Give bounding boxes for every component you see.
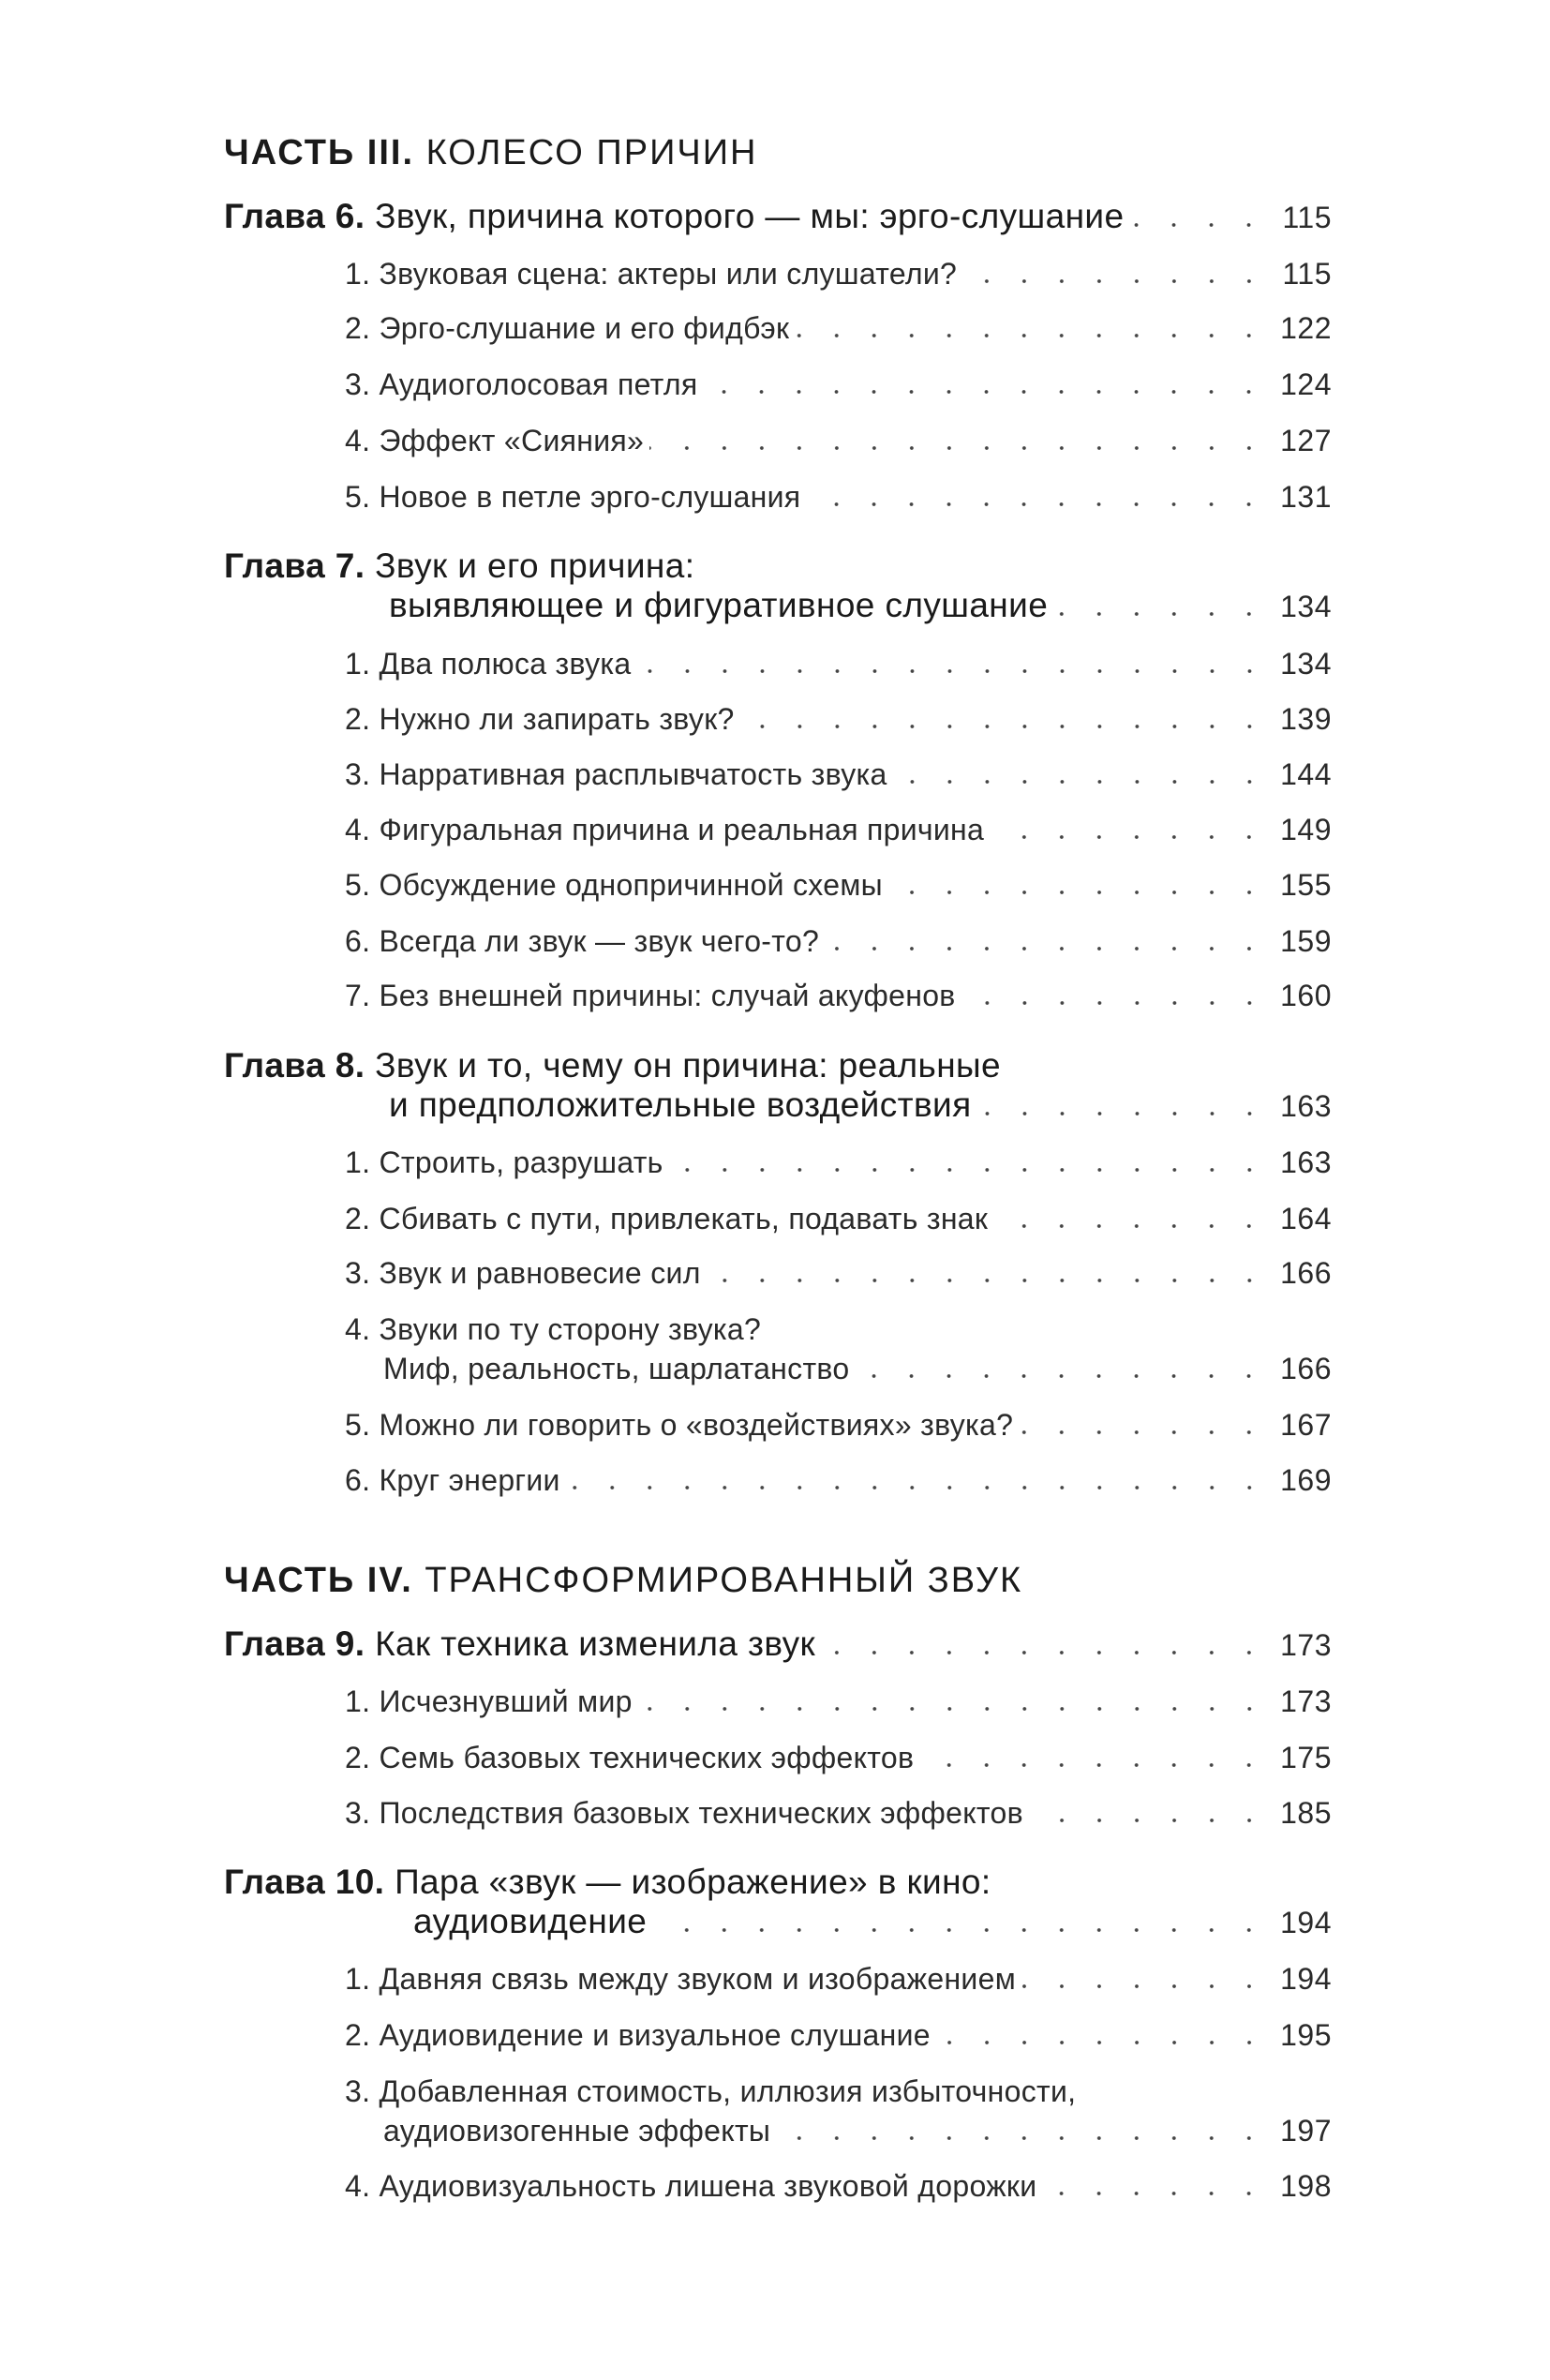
- page-number: 197: [1280, 2113, 1332, 2148]
- page-number: 166: [1280, 1351, 1332, 1385]
- section-title: 1. Два полюса звука: [345, 646, 632, 681]
- page-number: 159: [1280, 923, 1332, 958]
- dot-leader: [893, 777, 1268, 786]
- page-number: 134: [1280, 589, 1332, 623]
- section-title: 4. Фигуральная причина и реальная причина: [345, 812, 985, 846]
- dot-leader: [638, 1704, 1268, 1714]
- toc-section[interactable]: [345, 356, 1332, 412]
- section-title: 1. Давняя связь между звуком и изображением: [345, 1961, 1017, 1996]
- toc-section[interactable]: [345, 691, 1332, 746]
- section-title: 2. Эрго-слушание и его фидбэк: [345, 310, 790, 345]
- section-title: 5. Обсуждение однопричинной схемы: [345, 867, 883, 902]
- toc-section[interactable]: [345, 412, 1332, 468]
- section-title: 4. Звуки по ту сторону звука?: [345, 1311, 762, 1346]
- section-title: 5. Можно ли говорить о «воздействиях» звука?: [345, 1407, 1014, 1442]
- page-number: 195: [1280, 2017, 1332, 2052]
- toc-section[interactable]: [345, 801, 1332, 857]
- part-title: КОЛЕСО ПРИЧИН: [425, 132, 758, 172]
- toc-section[interactable]: [345, 300, 1332, 355]
- page-number: 124: [1280, 367, 1332, 401]
- dot-leader: [977, 1109, 1268, 1118]
- dot-leader: [740, 722, 1268, 731]
- toc-section[interactable]: [345, 636, 1332, 691]
- page-number: 169: [1280, 1462, 1332, 1497]
- dot-leader: [936, 2038, 1268, 2047]
- page-number: 134: [1280, 646, 1332, 681]
- dot-leader: [821, 1648, 1268, 1657]
- part-label: ЧАСТЬ IV.: [224, 1560, 413, 1600]
- section-title: 3. Звук и равновесие сил: [345, 1255, 701, 1290]
- page-number: 127: [1280, 423, 1332, 457]
- dot-leader: [990, 832, 1268, 842]
- dot-leader: [566, 1483, 1268, 1492]
- dot-leader: [993, 1221, 1268, 1231]
- dot-leader: [919, 1760, 1268, 1770]
- chapter-label: Глава 7.: [224, 546, 365, 585]
- toc-section[interactable]: [345, 913, 1332, 968]
- page-number: 115: [1282, 256, 1332, 291]
- section-title: 6. Круг энергии: [345, 1462, 560, 1497]
- section-title: 4. Аудиовизуальность лишена звуковой дорожки: [345, 2168, 1037, 2203]
- chapter-label: Глава 9.: [224, 1624, 365, 1663]
- dot-leader: [806, 500, 1268, 509]
- chapter-title: Звук, причина которого — мы: эрго-слушание: [375, 196, 1125, 235]
- page-number: 163: [1280, 1145, 1332, 1179]
- toc-section[interactable]: [345, 2007, 1332, 2062]
- toc-section[interactable]: [345, 1729, 1332, 1785]
- chapter-title: и предположительные воздействия: [389, 1085, 972, 1124]
- page-number: 198: [1280, 2168, 1332, 2203]
- section-title: 2. Семь базовых технических эффектов: [345, 1740, 915, 1774]
- toc-chapter[interactable]: [224, 1038, 1332, 1133]
- toc-section[interactable]: [345, 1785, 1332, 1840]
- part-heading: [224, 1552, 1332, 1608]
- section-title: 3. Добавленная стоимость, иллюзия избыточности,: [345, 2073, 1077, 2108]
- section-title: Миф, реальность, шарлатанство: [383, 1351, 850, 1385]
- page-number: 163: [1280, 1088, 1332, 1123]
- dot-leader: [1029, 1816, 1268, 1825]
- dot-leader: [825, 944, 1268, 953]
- part-title: ТРАНСФОРМИРОВАННЫЙ ЗВУК: [425, 1560, 1023, 1600]
- dot-leader: [649, 443, 1268, 453]
- chapter-title: Звук и его причина:: [375, 546, 695, 585]
- toc-section[interactable]: [345, 1397, 1332, 1452]
- toc-section[interactable]: [345, 2158, 1332, 2213]
- toc-section[interactable]: [345, 246, 1332, 301]
- part-heading: [224, 125, 1332, 180]
- section-title: аудиовизогенные эффекты: [383, 2113, 771, 2148]
- chapter-title: Пара «звук — изображение» в кино:: [395, 1862, 991, 1901]
- section-title: 3. Нарративная расплывчатость звука: [345, 756, 887, 791]
- section-title: 1. Строить, разрушать: [345, 1145, 663, 1179]
- page-number: 144: [1280, 756, 1332, 791]
- chapter-title: выявляющее и фигуративное слушание: [389, 585, 1049, 624]
- page-number: 122: [1280, 310, 1332, 345]
- section-title: 2. Аудиовидение и визуальное слушание: [345, 2017, 931, 2052]
- section-title: 4. Эффект «Сияния»: [345, 423, 645, 457]
- page-number: 167: [1280, 1407, 1332, 1442]
- page-number: 149: [1280, 812, 1332, 846]
- chapter-label: Глава 6.: [224, 196, 365, 235]
- toc-section[interactable]: [345, 1245, 1332, 1300]
- page-number: 131: [1280, 479, 1332, 514]
- chapter-label: Глава 8.: [224, 1045, 365, 1085]
- section-title: 2. Нужно ли запирать звук?: [345, 701, 735, 736]
- dot-leader: [1042, 2189, 1268, 2198]
- part-label: ЧАСТЬ III.: [224, 132, 415, 172]
- dot-leader: [707, 1276, 1268, 1285]
- dot-leader: [776, 2133, 1268, 2143]
- toc-section[interactable]: [345, 1301, 1332, 1396]
- page-number: 173: [1280, 1627, 1332, 1662]
- section-title: 1. Звуковая сцена: актеры или слушатели?: [345, 256, 958, 291]
- page-number: 175: [1280, 1740, 1332, 1774]
- toc-section[interactable]: [345, 1452, 1332, 1507]
- toc-section[interactable]: [345, 857, 1332, 912]
- section-title: 7. Без внешней причины: случай акуфенов: [345, 978, 956, 1012]
- dot-leader: [637, 666, 1268, 676]
- chapter-title: Звук и то, чему он причина: реальные: [375, 1045, 1002, 1085]
- page-number: 194: [1280, 1961, 1332, 1996]
- toc-section[interactable]: [345, 1673, 1332, 1729]
- section-title: 2. Сбивать с пути, привлекать, подавать знак: [345, 1201, 989, 1235]
- toc-chapter[interactable]: [224, 1616, 1332, 1672]
- toc-section[interactable]: [345, 746, 1332, 801]
- section-title: 3. Аудиоголосовая петля: [345, 367, 698, 401]
- toc-section[interactable]: [345, 1190, 1332, 1246]
- dot-leader: [1053, 609, 1268, 619]
- toc-chapter[interactable]: [224, 188, 1332, 245]
- section-title: 6. Всегда ли звук — звук чего-то?: [345, 923, 820, 958]
- toc-chapter[interactable]: [224, 1854, 1332, 1950]
- page-number: 194: [1280, 1905, 1332, 1939]
- toc-section[interactable]: [345, 2063, 1332, 2158]
- toc-section[interactable]: [345, 1134, 1332, 1190]
- page-number: 185: [1280, 1795, 1332, 1830]
- page-number: 139: [1280, 701, 1332, 736]
- dot-leader: [669, 1165, 1268, 1175]
- page-number: 164: [1280, 1201, 1332, 1235]
- page-number: 115: [1282, 200, 1332, 234]
- chapter-title: Как техника изменила звук: [375, 1624, 816, 1663]
- dot-leader: [962, 277, 1268, 286]
- toc-chapter[interactable]: [224, 538, 1332, 634]
- page-number: 173: [1280, 1684, 1332, 1718]
- section-title: 1. Исчезнувший мир: [345, 1684, 633, 1718]
- dot-leader: [855, 1371, 1268, 1381]
- chapter-label: Глава 10.: [224, 1862, 385, 1901]
- toc-section[interactable]: [345, 469, 1332, 524]
- dot-leader: [961, 998, 1268, 1008]
- chapter-title: аудиовидение: [413, 1901, 648, 1940]
- dot-leader: [1129, 220, 1268, 230]
- section-title: 5. Новое в петле эрго-слушания: [345, 479, 801, 514]
- page-number: 166: [1280, 1255, 1332, 1290]
- section-title: 3. Последствия базовых технических эффектов: [345, 1795, 1023, 1830]
- dot-leader: [703, 387, 1268, 397]
- dot-leader: [888, 888, 1268, 897]
- dot-leader: [1019, 1428, 1268, 1437]
- page-number: 155: [1280, 867, 1332, 902]
- toc-section[interactable]: [345, 1951, 1332, 2006]
- toc-section[interactable]: [345, 967, 1332, 1023]
- dot-leader: [652, 1925, 1268, 1935]
- dot-leader: [1021, 1982, 1268, 1991]
- page-number: 160: [1280, 978, 1332, 1012]
- dot-leader: [795, 331, 1268, 340]
